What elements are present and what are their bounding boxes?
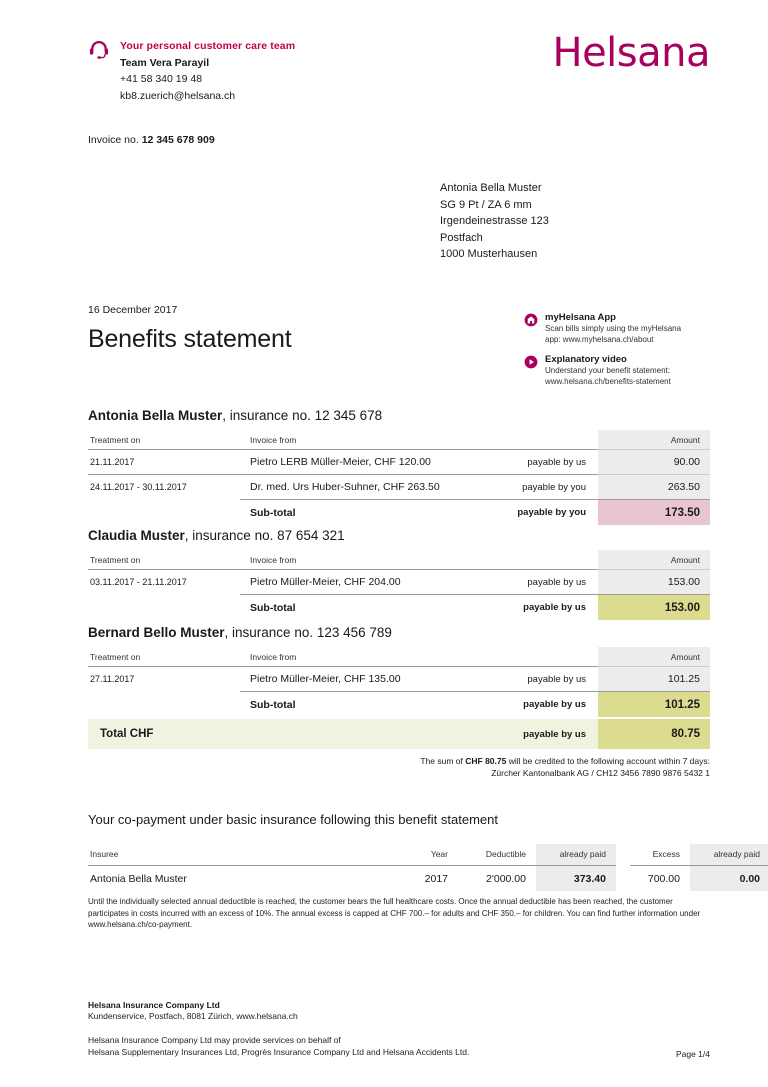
address-line: SG 9 Pt / ZA 6 mm [440,198,532,211]
credit-note-bank: Zürcher Kantonalbank AG / CH12 3456 7890 9876 5432 1 [491,768,710,778]
credit-note-line-1 [88,755,710,767]
row-date: 21.11.2017 [88,450,240,475]
headset-icon [88,39,110,61]
header-amount: Amount [598,430,710,450]
benefits-section-1 [88,408,710,525]
play-video-icon [524,355,538,369]
person-insurance-no: , insurance no. 12 345 678 [222,408,383,423]
benefits-section-2 [88,528,710,620]
total-payable-by: payable by us [523,728,587,740]
page-number: Page 1/4 [675,1048,710,1059]
subtotal-label: Sub-total [240,500,480,526]
address-line: Irgendeinestrasse 123 [440,215,549,227]
person-name: Bernard Bello Muster [88,625,225,640]
row-description: Dr. med. Urs Huber-Suhner, CHF 263.50 [240,475,480,500]
row-payable-by: payable by us [480,450,598,475]
benefits-table [88,550,710,620]
credit-note-suffix: will be credited to the following account within 7 days: [506,756,710,766]
subtotal-amount: 101.25 [598,692,710,718]
promo-subline: app: www.myhelsana.ch/about [545,334,654,344]
row-date: 27.11.2017 [88,667,240,692]
care-team-title: Your personal customer care team [120,40,296,52]
table-header-row [88,550,710,570]
document-date: 16 December 2017 [88,304,178,316]
subtotal-spacer [88,500,240,526]
row-payable-by: payable by us [480,570,598,595]
header-treatment-on: Treatment on [90,434,141,445]
helsana-logo: Helsana [552,30,710,76]
care-team-name: Team Vera Parayil [120,56,210,69]
subtotal-row [88,692,710,718]
footer-note-line-1: Helsana Insurance Company Ltd may provide services on behalf of [88,1034,341,1045]
copay-insuree: Antonia Bella Muster [88,866,388,892]
header-already-paid-deductible: already paid [536,844,616,866]
header-invoice-from: Invoice from [250,554,297,565]
page-header [58,0,710,112]
subtotal-payable-by: payable by us [480,595,598,621]
promo-heading: Explanatory video [545,354,627,365]
subtotal-row [88,595,710,621]
subtotal-label: Sub-total [240,692,480,718]
promo-subline: Scan bills simply using the myHelsana [545,324,682,333]
header-already-paid-excess: already paid [690,844,768,866]
benefits-table [88,647,710,717]
subtotal-spacer [88,595,240,621]
row-amount: 101.25 [598,667,710,692]
subtotal-amount: 153.00 [598,595,710,621]
section-person-heading [88,528,710,543]
credit-note-amount: CHF 80.75 [465,756,507,766]
copay-deductible: 2'000.00 [458,866,536,892]
table-row [88,450,710,475]
subtotal-spacer [88,692,240,718]
benefits-section-3 [88,625,710,717]
table-row [88,570,710,595]
total-label: Total CHF [100,728,154,740]
row-description: Pietro Müller-Meier, CHF 135.00 [240,667,480,692]
header-payable-spacer [480,550,598,570]
row-date: 03.11.2017 - 21.11.2017 [88,570,240,595]
subtotal-payable-by: payable by us [480,692,598,718]
total-row [88,719,710,749]
footer-company-address: Kundenservice, Postfach, 8081 Zürich, www.helsana.ch [88,1011,298,1021]
header-year: Year [430,848,448,859]
invoice-number-label: Invoice no. [88,134,139,146]
page-footer [88,1000,710,1059]
total-row-wrapper [88,719,710,749]
care-phone: +41 58 340 19 48 [120,73,203,85]
address-line: Postfach [440,231,483,244]
table-header-row [88,647,710,667]
header-excess: Excess [652,848,680,859]
benefits-table [88,430,710,525]
copay-already-paid-deductible: 373.40 [536,866,616,892]
subtotal-label: Sub-total [240,595,480,621]
header-payable-spacer [480,430,598,450]
recipient-address [440,180,549,263]
promo-heading: myHelsana App [545,312,616,323]
person-insurance-no: , insurance no. 87 654 321 [184,528,345,543]
address-line: Antonia Bella Muster [440,182,542,194]
invoice-number-value: 12 345 678 909 [141,134,215,146]
house-app-icon [524,313,538,327]
row-payable-by: payable by you [480,475,598,500]
promo-subline: Understand your benefit statement: [545,366,670,375]
footer-company-name: Helsana Insurance Company Ltd [88,1000,220,1010]
address-line: 1000 Musterhausen [440,248,538,260]
person-insurance-no: , insurance no. 123 456 789 [224,625,392,640]
credit-note [88,755,710,779]
header-invoice-from: Invoice from [250,434,297,445]
section-person-heading [88,408,710,423]
subtotal-payable-by: payable by you [480,500,598,526]
header-amount: Amount [598,550,710,570]
copayment-header-row [88,844,768,866]
copayment-row [88,866,768,892]
header-invoice-from: Invoice from [250,651,297,662]
copay-excess: 700.00 [630,866,690,892]
header-amount: Amount [598,647,710,667]
copay-already-paid-excess: 0.00 [690,866,768,892]
promo-subline: www.helsana.ch/benefits-statement [545,376,671,386]
row-amount: 153.00 [598,570,710,595]
promo-myhelsana-app[interactable] [524,312,724,345]
table-row [88,667,710,692]
row-amount: 90.00 [598,450,710,475]
table-row [88,475,710,500]
table-header-row [88,430,710,450]
row-amount: 263.50 [598,475,710,500]
copayment-table [88,844,768,891]
header-gap [616,844,630,866]
row-payable-by: payable by us [480,667,598,692]
promo-explanatory-video[interactable] [524,354,724,387]
credit-note-prefix: The sum of [420,756,466,766]
person-name: Claudia Muster [88,528,185,543]
row-date: 24.11.2017 - 30.11.2017 [88,475,240,500]
total-table [88,719,710,749]
copayment-explanation: Until the individually selected annual deductible is reached, the customer bears the full healthcare costs. Once the annual deductible has been reached, the customer participates in costs incurred with an excess of 10%. The annual excess is capped at CHF 700.– for adults and CHF 350.– for children. You can find further information under www.helsana.ch/co-payment. [88,897,701,929]
invoice-number-line [88,134,215,146]
subtotal-row [88,500,710,526]
page-title: Benefits statement [88,325,292,353]
section-person-heading [88,625,710,640]
person-name: Antonia Bella Muster [88,408,223,423]
header-insuree: Insuree [90,848,119,859]
customer-care-block [88,38,295,104]
copay-year: 2017 [388,866,458,892]
footer-note-line-2: Helsana Supplementary Insurances Ltd, Progrès Insurance Company Ltd and Helsana Accidents Ltd. [88,1047,470,1057]
header-treatment-on: Treatment on [90,554,141,565]
total-amount: 80.75 [598,719,710,749]
care-email: kb8.zuerich@helsana.ch [120,89,236,102]
header-treatment-on: Treatment on [90,651,141,662]
copayment-table-wrapper [88,844,760,891]
subtotal-amount: 173.50 [598,500,710,526]
row-description: Pietro Müller-Meier, CHF 204.00 [240,570,480,595]
copay-gap [616,866,630,892]
promo-box [524,312,724,396]
header-payable-spacer [480,647,598,667]
copayment-title: Your co-payment under basic insurance following this benefit statement [88,812,498,827]
header-deductible: Deductible [485,848,526,859]
row-description: Pietro LERB Müller-Meier, CHF 120.00 [240,450,480,475]
